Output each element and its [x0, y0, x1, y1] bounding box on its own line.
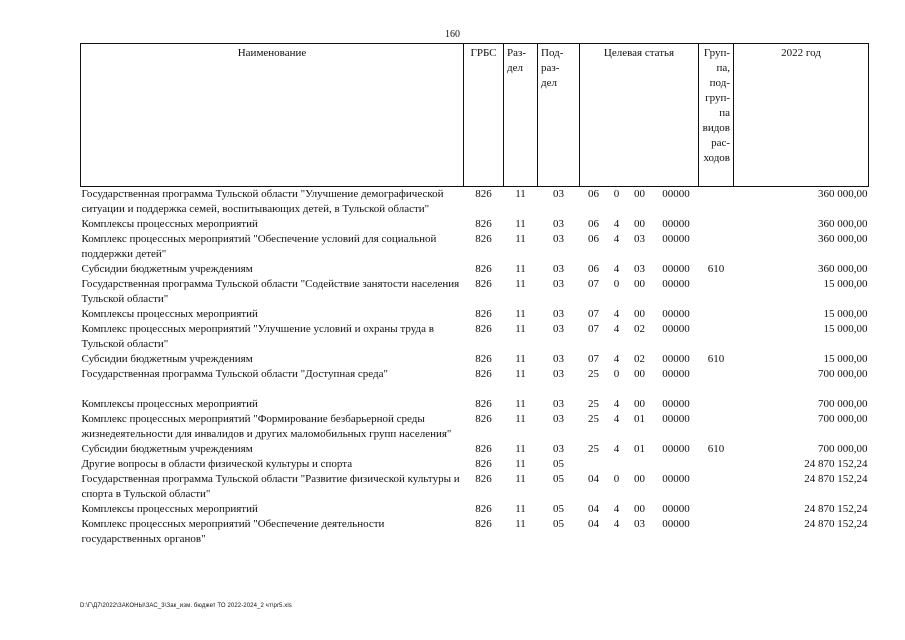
cell-target-subprogram: 00	[634, 503, 645, 515]
table-row	[81, 262, 869, 277]
cell-amount: 360 000,00	[818, 233, 868, 245]
budget-table	[80, 43, 869, 547]
cell-target-program: 04	[588, 503, 599, 515]
cell-razdel: 11	[515, 473, 526, 485]
cell-grbs: 826	[475, 263, 492, 275]
cell-target-type: 0	[613, 473, 620, 485]
cell-razdel: 11	[515, 188, 526, 200]
cell-target-subprogram: 00	[634, 473, 645, 485]
cell-target-program: 06	[588, 218, 599, 230]
spacer-cell	[608, 382, 626, 397]
table-row	[81, 517, 869, 547]
cell-target-direction: 00000	[662, 398, 690, 410]
cell-target-subprogram: 00	[634, 398, 645, 410]
cell-name: Комплекс процессных мероприятий "Улучшение условий и охраны труда в Тульской области"	[81, 323, 434, 350]
cell-name: Субсидии бюджетным учреждениям	[81, 443, 253, 455]
cell-target-direction: 00000	[662, 473, 690, 485]
cell-name: Государственная программа Тульской области "Содействие занятости населения Тульской области"	[81, 278, 460, 305]
cell-podrazdel: 03	[553, 443, 564, 455]
cell-amount: 15 000,00	[823, 278, 868, 290]
cell-razdel: 11	[515, 443, 526, 455]
cell-target-direction: 00000	[662, 353, 690, 365]
cell-expense-group	[699, 412, 734, 442]
cell-amount: 700 000,00	[818, 443, 868, 455]
cell-amount: 700 000,00	[818, 413, 868, 425]
cell-expense-group	[699, 217, 734, 232]
cell-target-program: 04	[588, 473, 599, 485]
cell-podrazdel: 03	[553, 323, 564, 335]
table-header-row	[81, 44, 869, 187]
cell-target-subprogram: 01	[634, 413, 645, 425]
cell-podrazdel: 03	[553, 218, 564, 230]
table-row	[81, 322, 869, 352]
cell-target-type: 4	[613, 503, 620, 515]
cell-razdel: 11	[515, 323, 526, 335]
cell-amount: 24 870 152,24	[804, 458, 868, 470]
header-year-2022: 2022 год	[734, 44, 869, 187]
cell-name: Комплекс процессных мероприятий "Обеспечение условий для социальной поддержки детей"	[81, 233, 437, 260]
cell-podrazdel: 03	[553, 353, 564, 365]
cell-grbs: 826	[475, 278, 492, 290]
spacer-cell	[580, 382, 608, 397]
cell-grbs: 826	[475, 188, 492, 200]
cell-expense-group	[699, 457, 734, 472]
cell-target-type: 4	[613, 218, 620, 230]
file-path-footer: D:\Г\Д7\2022\ЗАКОНЫ\ЗАС_3\Зак_изм. бюджет ТО 2022-2024_2 чт\pr5.xls	[80, 603, 292, 609]
cell-target-program: 07	[588, 308, 599, 320]
cell-target-subprogram: 03	[634, 233, 645, 245]
cell-target-direction	[654, 457, 699, 472]
cell-target-type: 4	[613, 353, 620, 365]
table-row	[81, 457, 869, 472]
cell-grbs: 826	[475, 398, 492, 410]
cell-podrazdel: 05	[553, 518, 564, 530]
cell-target-program: 07	[588, 353, 599, 365]
table-row	[81, 412, 869, 442]
cell-name: Комплексы процессных мероприятий	[81, 503, 258, 515]
cell-target-type: 4	[613, 323, 620, 335]
cell-amount: 360 000,00	[818, 263, 868, 275]
cell-target-direction: 00000	[662, 323, 690, 335]
cell-target-type: 4	[613, 308, 620, 320]
cell-target-program	[580, 457, 608, 472]
cell-name: Комплекс процессных мероприятий "Обеспечение деятельности государственных органов"	[81, 518, 385, 545]
cell-target-direction: 00000	[662, 263, 690, 275]
cell-target-type: 4	[613, 443, 620, 455]
cell-amount: 24 870 152,24	[804, 503, 868, 515]
cell-name: Комплекс процессных мероприятий "Формирование безбарьерной среды жизнедеятельности для инвалидов и других маломобильных групп населения"	[81, 413, 452, 440]
cell-name: Комплексы процессных мероприятий	[81, 398, 258, 410]
cell-target-subprogram: 00	[634, 188, 645, 200]
cell-expense-group	[699, 367, 734, 382]
table-row	[81, 187, 869, 218]
spacer-cell	[464, 382, 504, 397]
cell-expense-group: 610	[707, 443, 725, 455]
cell-expense-group	[699, 232, 734, 262]
spacer-row	[81, 382, 869, 397]
header-name: Наименование	[81, 44, 464, 187]
cell-razdel: 11	[515, 458, 526, 470]
table-row	[81, 442, 869, 457]
spacer-cell	[654, 382, 699, 397]
cell-target-subprogram: 00	[634, 218, 645, 230]
cell-podrazdel: 03	[553, 233, 564, 245]
cell-expense-group	[699, 502, 734, 517]
cell-name: Другие вопросы в области физической культуры и спорта	[81, 458, 353, 470]
table-row	[81, 367, 869, 382]
header-podrazdel: Под- раз- дел	[538, 44, 580, 187]
cell-amount: 15 000,00	[823, 353, 868, 365]
cell-target-subprogram: 02	[634, 353, 645, 365]
cell-target-program: 07	[588, 323, 599, 335]
table-row	[81, 472, 869, 502]
cell-target-program: 25	[588, 368, 599, 380]
spacer-cell	[81, 382, 464, 397]
cell-podrazdel: 03	[553, 368, 564, 380]
cell-amount: 24 870 152,24	[804, 473, 868, 485]
spacer-cell	[538, 382, 580, 397]
cell-expense-group	[699, 307, 734, 322]
cell-target-subprogram: 00	[634, 278, 645, 290]
cell-target-program: 04	[588, 518, 599, 530]
cell-podrazdel: 03	[553, 278, 564, 290]
cell-name: Субсидии бюджетным учреждениям	[81, 263, 253, 275]
cell-razdel: 11	[515, 413, 526, 425]
cell-grbs: 826	[475, 308, 492, 320]
cell-target-direction: 00000	[662, 308, 690, 320]
cell-target-program: 25	[588, 443, 599, 455]
cell-expense-group	[699, 397, 734, 412]
page-number: 160	[445, 29, 460, 40]
spacer-cell	[699, 382, 734, 397]
cell-podrazdel: 03	[553, 188, 564, 200]
cell-target-subprogram: 00	[634, 368, 645, 380]
cell-expense-group	[699, 322, 734, 352]
table-row	[81, 352, 869, 367]
cell-target-direction: 00000	[662, 278, 690, 290]
table-body	[81, 187, 869, 548]
cell-razdel: 11	[515, 233, 526, 245]
cell-name: Комплексы процессных мероприятий	[81, 218, 258, 230]
cell-target-type: 0	[613, 278, 620, 290]
cell-target-direction: 00000	[662, 188, 690, 200]
cell-target-direction: 00000	[662, 443, 690, 455]
cell-target-subprogram: 03	[634, 263, 645, 275]
cell-target-subprogram: 00	[634, 308, 645, 320]
cell-target-subprogram: 03	[634, 518, 645, 530]
cell-target-subprogram	[626, 457, 654, 472]
cell-name: Государственная программа Тульской области "Доступная среда"	[81, 368, 389, 380]
cell-grbs: 826	[475, 233, 492, 245]
cell-grbs: 826	[475, 368, 492, 380]
cell-target-program: 25	[588, 398, 599, 410]
spacer-cell	[504, 382, 538, 397]
cell-grbs: 826	[475, 413, 492, 425]
cell-target-type: 4	[613, 413, 620, 425]
cell-podrazdel: 03	[553, 413, 564, 425]
cell-expense-group	[699, 472, 734, 502]
cell-target-type: 4	[613, 398, 620, 410]
cell-razdel: 11	[515, 518, 526, 530]
cell-podrazdel: 03	[553, 263, 564, 275]
cell-target-type: 4	[613, 518, 620, 530]
cell-target-program: 06	[588, 233, 599, 245]
cell-amount: 360 000,00	[818, 188, 868, 200]
cell-target-direction: 00000	[662, 368, 690, 380]
cell-grbs: 826	[475, 458, 492, 470]
cell-grbs: 826	[475, 503, 492, 515]
cell-grbs: 826	[475, 353, 492, 365]
cell-grbs: 826	[475, 518, 492, 530]
cell-target-direction: 00000	[662, 218, 690, 230]
cell-target-subprogram: 02	[634, 323, 645, 335]
cell-podrazdel: 05	[553, 458, 564, 470]
cell-target-program: 07	[588, 278, 599, 290]
header-grbs: ГРБС	[464, 44, 504, 187]
cell-target-direction: 00000	[662, 518, 690, 530]
cell-razdel: 11	[515, 263, 526, 275]
cell-amount: 700 000,00	[818, 398, 868, 410]
cell-amount: 24 870 152,24	[804, 518, 868, 530]
cell-expense-group: 610	[707, 353, 725, 365]
table-row	[81, 397, 869, 412]
cell-podrazdel: 05	[553, 503, 564, 515]
cell-razdel: 11	[515, 368, 526, 380]
cell-name: Государственная программа Тульской области "Улучшение демографической ситуации и поддержка семей, воспитывающих детей, в Тульской области"	[81, 188, 444, 215]
header-target-article: Целевая статья	[580, 44, 699, 187]
cell-razdel: 11	[515, 398, 526, 410]
table-row	[81, 217, 869, 232]
cell-expense-group	[699, 517, 734, 547]
cell-razdel: 11	[515, 353, 526, 365]
table-row	[81, 502, 869, 517]
cell-target-type: 4	[613, 233, 620, 245]
cell-target-direction: 00000	[662, 413, 690, 425]
cell-target-direction: 00000	[662, 233, 690, 245]
cell-razdel: 11	[515, 278, 526, 290]
cell-amount: 700 000,00	[818, 368, 868, 380]
cell-podrazdel: 05	[553, 473, 564, 485]
cell-podrazdel: 03	[553, 398, 564, 410]
table-row	[81, 277, 869, 307]
cell-target-subprogram: 01	[634, 443, 645, 455]
cell-target-type	[608, 457, 626, 472]
cell-target-program: 06	[588, 263, 599, 275]
cell-expense-group	[699, 187, 734, 218]
cell-amount: 15 000,00	[823, 308, 868, 320]
cell-target-program: 25	[588, 413, 599, 425]
cell-target-program: 06	[588, 188, 599, 200]
cell-target-type: 0	[613, 188, 620, 200]
header-razdel: Раз- дел	[504, 44, 538, 187]
cell-grbs: 826	[475, 323, 492, 335]
cell-name: Комплексы процессных мероприятий	[81, 308, 258, 320]
spacer-cell	[734, 382, 869, 397]
cell-grbs: 826	[475, 443, 492, 455]
cell-target-direction: 00000	[662, 503, 690, 515]
cell-target-type: 4	[613, 263, 620, 275]
cell-razdel: 11	[515, 503, 526, 515]
cell-name: Субсидии бюджетным учреждениям	[81, 353, 253, 365]
table-row	[81, 307, 869, 322]
cell-razdel: 11	[515, 218, 526, 230]
cell-grbs: 826	[475, 473, 492, 485]
cell-amount: 15 000,00	[823, 323, 868, 335]
header-expense-group: Груп- па, под- груп- па видов рас- ходов	[699, 44, 734, 187]
cell-expense-group	[699, 277, 734, 307]
cell-amount: 360 000,00	[818, 218, 868, 230]
cell-razdel: 11	[515, 308, 526, 320]
cell-podrazdel: 03	[553, 308, 564, 320]
cell-name: Государственная программа Тульской области "Развитие физической культуры и спорта в Тульской области"	[81, 473, 460, 500]
cell-expense-group: 610	[707, 263, 725, 275]
cell-target-type: 0	[613, 368, 620, 380]
cell-grbs: 826	[475, 218, 492, 230]
spacer-cell	[626, 382, 654, 397]
table-row	[81, 232, 869, 262]
